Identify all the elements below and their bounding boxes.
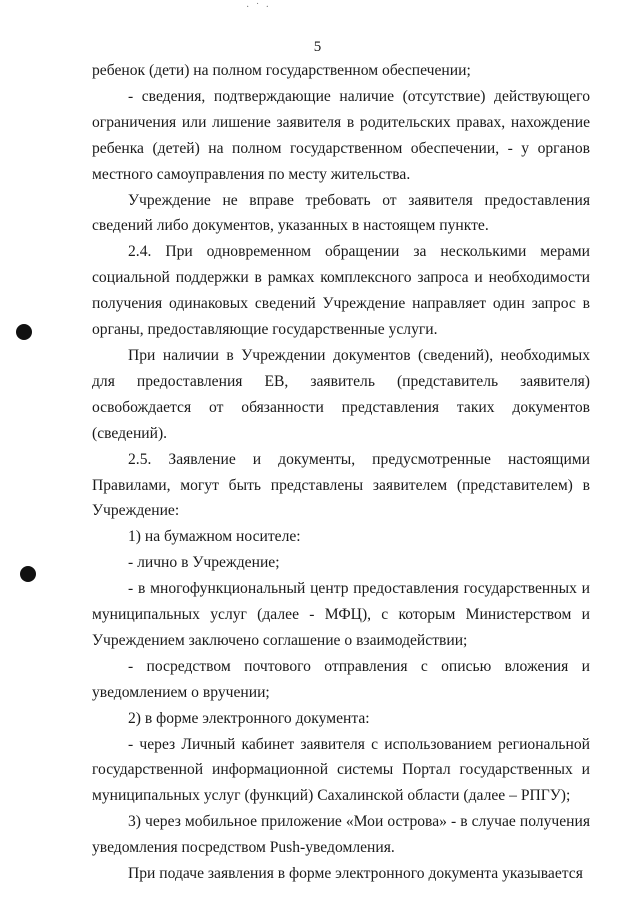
- paragraph: - посредством почтового отправления с описью вложения и уведомлением о вручении;: [92, 657, 590, 701]
- paragraph: 3) через мобильное приложение «Мои острова» - в случае получения уведомления посредством Push-уведомления.: [92, 813, 590, 857]
- paragraph: При наличии в Учреждении документов (сведений), необходимых для предоставления ЕВ, заявитель (представитель заявителя) освобождается от обязанности представления таких документов (сведений).: [92, 346, 590, 442]
- paragraph: Учреждение не вправе требовать от заявителя предоставления сведений либо документов, указанных в настоящем пункте.: [92, 191, 590, 235]
- scan-artifact: · ˙ ·: [246, 2, 271, 13]
- page-number: 5: [313, 39, 322, 55]
- paragraph: 2) в форме электронного документа:: [128, 709, 370, 727]
- binder-hole-mark: [20, 566, 36, 582]
- paragraph: ребенок (дети) на полном государственном обеспечении;: [92, 62, 471, 79]
- paragraph: - в многофункциональный центр предоставления государственных и муниципальных услуг (далее - МФЦ), с которым Министерством и Учреждением заключено соглашение о взаимодействии;: [92, 580, 590, 649]
- paragraph: - лично в Учреждение;: [128, 554, 280, 572]
- paragraph: 2.5. Заявление и документы, предусмотренные настоящими Правилами, могут быть представлены заявителем (представителем) в Учреждение:: [92, 450, 590, 520]
- document-body: [92, 58, 590, 887]
- paragraph: - через Личный кабинет заявителя с использованием региональной государственной информационной системы Портал государственных и муниципальных услуг (функций) Сахалинской области (далее – РПГУ);: [92, 735, 590, 805]
- paragraph: 1) на бумажном носителе:: [128, 528, 301, 546]
- paragraph: 2.4. При одновременном обращении за несколькими мерами социальной поддержки в рамках комплексного запроса и необходимости получения одинаковых сведений Учреждение направляет один запрос в органы, предоставляющие государственные услуги.: [92, 243, 590, 339]
- paragraph: - сведения, подтверждающие наличие (отсутствие) действующего ограничения или лишение заявителя в родительских правах, нахождение ребенка (детей) на полном государственном обеспечении, - у органов местного самоуправления по месту жительства.: [92, 87, 590, 183]
- paragraph: При подаче заявления в форме электронного документа указывается: [128, 865, 583, 883]
- binder-hole-mark: [16, 324, 32, 340]
